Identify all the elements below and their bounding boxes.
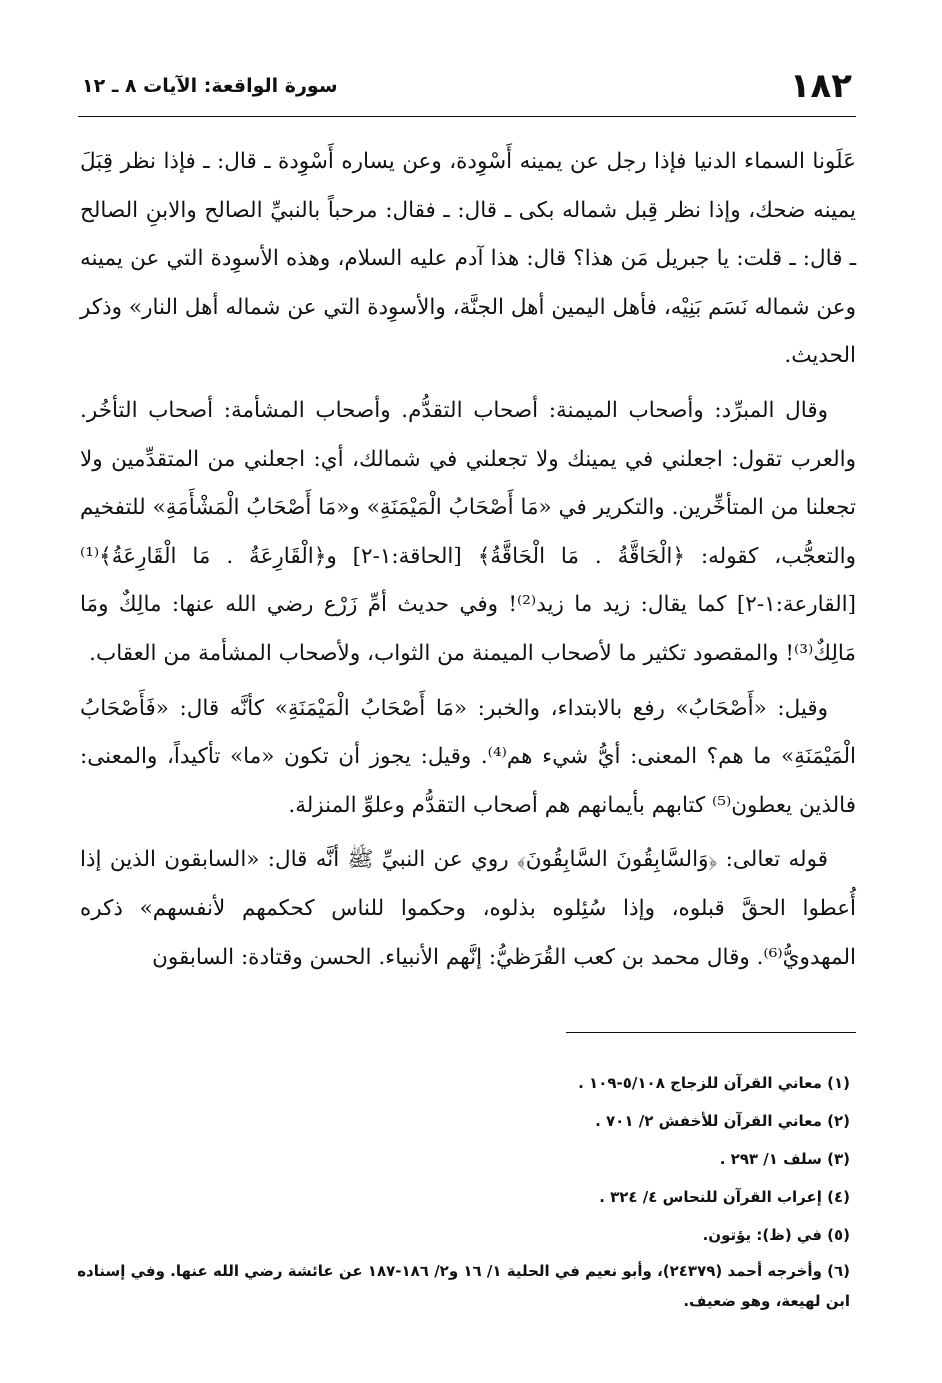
paragraph: عَلَونا السماء الدنيا فإذا رجل عن يمينه أَسْوِدة، وعن يساره أَسْوِدة ـ قال: ـ فإذا نظر قِبَلَ يمينه ضحك، وإذا نظر قِبل شماله بكى ـ قال: ـ فقال: مرحباً بالنبيِّ الصالح والابنِ الصالح ـ قال: ـ قلت: يا جبريل مَن هذا؟ قال: هذا آدم عليه السلام، وهذه الأسوِدة التي عن يمينه وعن شماله نَسَم بَنِيْه، فأهل اليمين أهل الجنَّة، والأسوِدة التي عن شماله أهل النار» وذكر الحديث. [80,149,856,369]
footnote: (٦) وأخرجه أحمد (٢٤٣٧٩)، وأبو نعيم في الحلية ١/ ١٦ و٢/ ١٨٦-١٨٧ عن عائشة رضي الله عنها. وفي إسناده ابن لهيعة، وهو ضعيف. [77,1262,850,1310]
paragraph: قوله تعالى: ﴿وَالسَّابِقُونَ السَّابِقُونَ﴾ روي عن النبيِّ ﷺ أنَّه قال: «السابقون الذين إذا أُعطوا الحقَّ قبلوه، وإذا سُئِلوه بذلوه، وحكموا للناس كحكمهم لأنفسهم» ذكره المهدويُّ⁽⁶⁾. وقال محمد بن كعب القُرَظيُّ: إنَّهم الأنبياء. الحسن وقتادة: السابقون [80,847,856,970]
paragraph: وقال المبرِّد: وأصحاب الميمنة: أصحاب التقدُّم. وأصحاب المشأمة: أصحاب التأخُر. والعرب تقول: اجعلني في يمينك ولا تجعلني في شمالك، أي: اجعلني من المتقدِّمين ولا تجعلنا من المتأخِّرين. والتكرير في «مَا أَصْحَابُ الْمَيْمَنَةِ» و«مَا أَصْحَابُ الْمَشْأَمَةِ» للتفخيم والتعجُّب، كقوله: ﴿الْحَاقَّةُ . مَا الْحَاقَّةُ﴾ [الحاقة:١-٢] و﴿الْقَارِعَةُ . مَا الْقَارِعَةُ﴾⁽¹⁾ [القارعة:١-٢] كما يقال: زيد ما زيد⁽²⁾! وفي حديث أمِّ زَرْع رضي الله عنها: مالِكٌ ومَا مَالِكٌ⁽³⁾! والمقصود تكثير ما لأصحاب الميمنة من الثواب، ولأصحاب المشأمة من العقاب. [80,397,857,666]
page-number: ١٨٢ [789,66,852,106]
footnote: (٤) إعراب القرآن للنحاس ٤/ ٣٢٤ . [599,1188,850,1206]
footnote: (٥) في (ظ): يؤتون. [702,1226,850,1244]
page-header [78,60,856,117]
footnote: (٢) معاني القرآن للأخفش ٢/ ٧٠١ . [595,1112,850,1130]
footnote: (٣) سلف ١/ ٢٩٣ . [719,1150,850,1168]
footnote: (١) معاني القرآن للزجاج ٥/١٠٨-١٠٩ . [578,1074,850,1092]
paragraph: وقيل: «أَصْحَابُ» رفع بالابتداء، والخبر: «مَا أَصْحَابُ الْمَيْمَنَةِ» كأنَّه قال: «فَأَصْحَابُ الْمَيْمَنَةِ» ما هم؟ المعنى: أيُّ شيء هم⁽⁴⁾. وقيل: يجوز أن تكون «ما» تأكيداً، والمعنى: فالذين يعطون⁽⁵⁾ كتابهم بأيمانهم هم أصحاب التقدُّم وعلوِّ المنزلة. [80,695,857,818]
footnote-divider [566,1032,856,1033]
footnotes [70,1064,850,1316]
running-title: سورة الواقعة: الآيات ٨ ـ ١٢ [82,75,338,97]
main-text [80,138,856,988]
